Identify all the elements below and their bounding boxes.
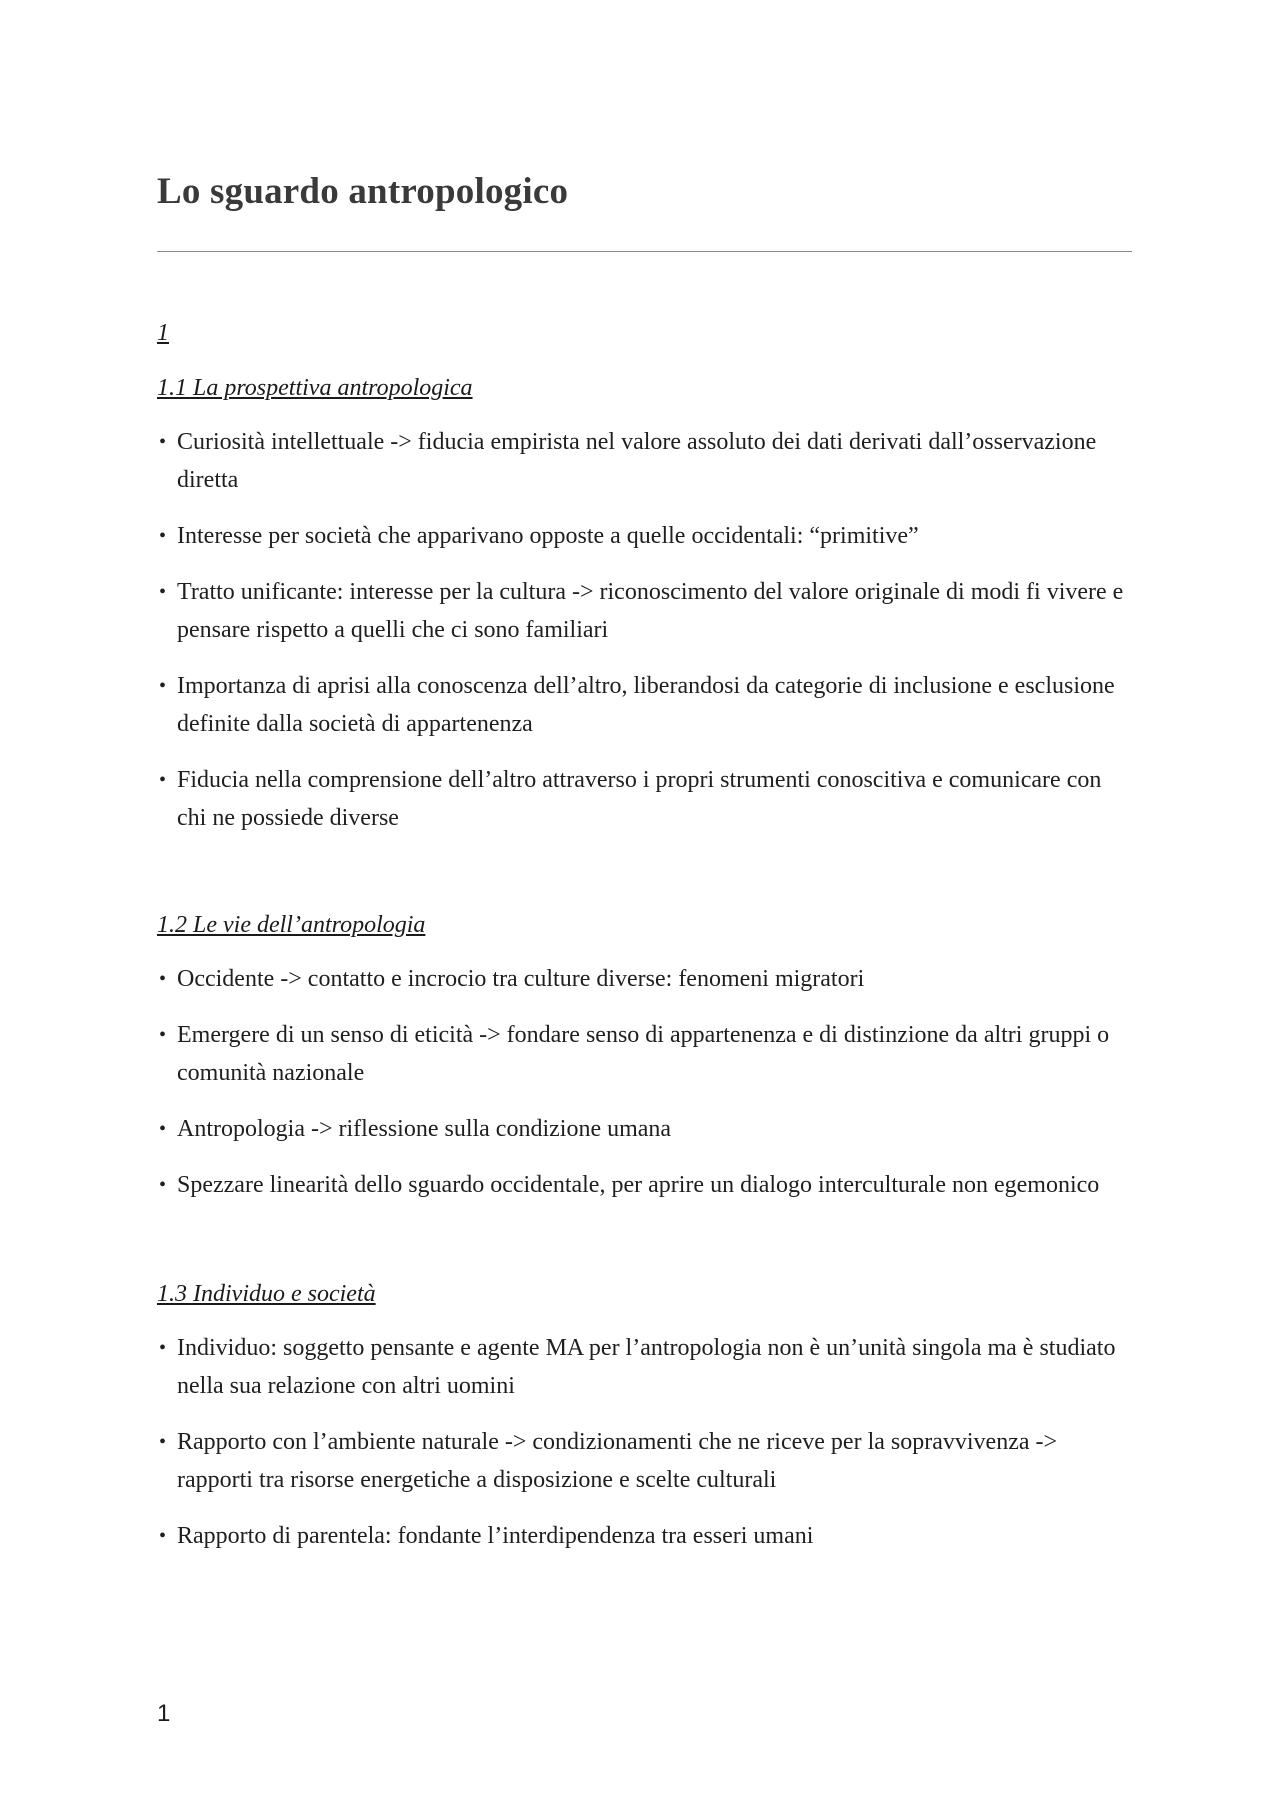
bullet-icon: • <box>159 1118 167 1140</box>
list-item-text: Spezzare linearità dello sguardo occidentale, per aprire un dialogo interculturale non egemonico <box>177 1172 1100 1198</box>
bullet-icon: • <box>159 1337 167 1359</box>
list-item <box>157 1110 1132 1148</box>
list-item <box>157 667 1132 743</box>
bullet-icon: • <box>159 581 167 603</box>
section-heading: 1.1 La prospettiva antropologica <box>157 375 473 401</box>
list-item <box>157 1166 1132 1204</box>
bullet-icon: • <box>159 769 167 791</box>
list-item <box>157 1329 1132 1405</box>
list-item-text: Rapporto di parentela: fondante l’interdipendenza tra esseri umani <box>177 1523 814 1549</box>
list-item <box>157 1517 1132 1555</box>
bullet-list <box>157 423 1132 837</box>
bullet-list <box>157 960 1132 1204</box>
list-item-text: Emergere di un senso di eticità -> fondare senso di appartenenza e di distinzione da altri gruppi o comunità nazionale <box>177 1022 1110 1086</box>
bullet-list <box>157 1329 1132 1555</box>
list-item <box>157 423 1132 499</box>
list-item-text: Antropologia -> riflessione sulla condizione umana <box>177 1116 672 1142</box>
list-item <box>157 960 1132 998</box>
bullet-icon: • <box>159 675 167 697</box>
list-item-text: Rapporto con l’ambiente naturale -> condizionamenti che ne riceve per la sopravvivenza -> rapporti tra risorse energetiche a disposizione e scelte culturali <box>177 1429 1058 1493</box>
list-item-text: Individuo: soggetto pensante e agente MA per l’antropologia non è un’unità singola ma è studiato nella sua relazione con altri uomini <box>177 1335 1116 1399</box>
section-1-3 <box>157 1279 1132 1555</box>
section-1-2 <box>157 910 1132 1204</box>
page-number: 1 <box>157 1700 171 1727</box>
bullet-icon: • <box>159 1431 167 1453</box>
section-heading: 1.3 Individuo e società <box>157 1281 376 1307</box>
chapter-number: 1 <box>157 320 169 346</box>
bullet-icon: • <box>159 968 167 990</box>
list-item <box>157 573 1132 649</box>
bullet-icon: • <box>159 525 167 547</box>
list-item-text: Importanza di aprisi alla conoscenza dell’altro, liberandosi da categorie di inclusione e esclusione definite dalla società di appartenenza <box>177 673 1115 737</box>
bullet-icon: • <box>159 431 167 453</box>
list-item <box>157 761 1132 837</box>
page-title: Lo sguardo antropologico <box>157 171 569 212</box>
list-item-text: Fiducia nella comprensione dell’altro attraverso i propri strumenti conoscitiva e comunicare con chi ne possiede diverse <box>177 767 1102 831</box>
list-item-text: Curiosità intellettuale -> fiducia empirista nel valore assoluto dei dati derivati dall’osservazione diretta <box>177 429 1097 493</box>
list-item-text: Tratto unificante: interesse per la cultura -> riconoscimento del valore originale di modi fi vivere e pensare rispetto a quelli che ci sono familiari <box>177 579 1124 643</box>
bullet-icon: • <box>159 1024 167 1046</box>
list-item <box>157 1423 1132 1499</box>
list-item-text: Occidente -> contatto e incrocio tra culture diverse: fenomeni migratori <box>177 966 865 992</box>
list-item <box>157 1016 1132 1092</box>
title-divider <box>157 251 1132 252</box>
section-heading: 1.2 Le vie dell’antropologia <box>157 912 426 938</box>
list-item-text: Interesse per società che apparivano opposte a quelle occidentali: “primitive” <box>177 523 919 549</box>
bullet-icon: • <box>159 1525 167 1547</box>
section-1-1 <box>157 373 1132 837</box>
list-item <box>157 517 1132 555</box>
bullet-icon: • <box>159 1174 167 1196</box>
document-page <box>157 168 1132 1555</box>
